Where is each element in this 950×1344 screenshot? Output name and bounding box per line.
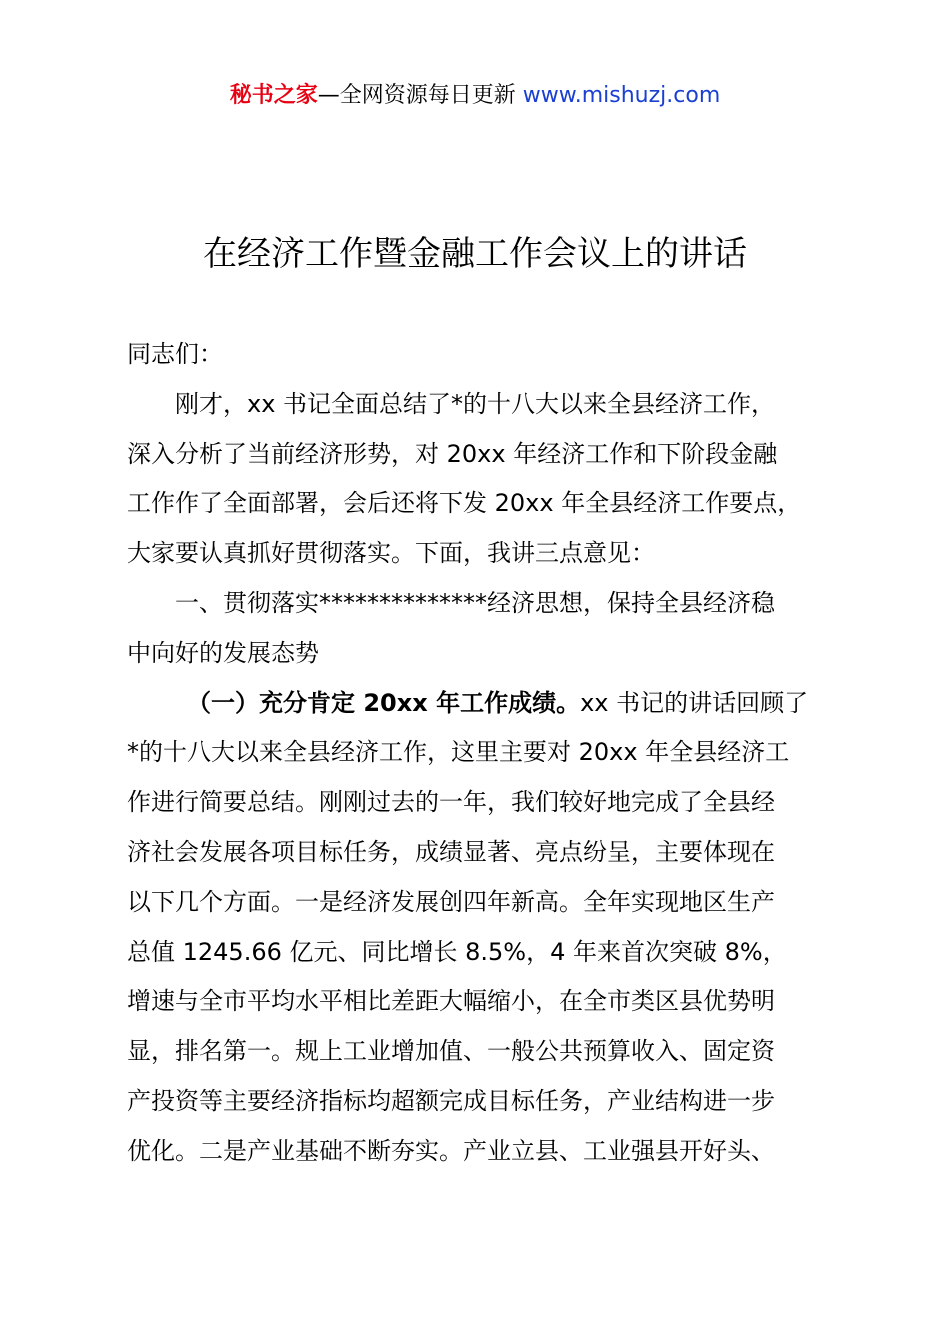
banner-url-link[interactable]: www.mishuzj.com [522,83,721,108]
paragraph-line [127,679,867,729]
paragraph-line: *的十八大以来全县经济工作，这里主要对 20xx 年全县经济工 [127,738,790,767]
document-title: 在经济工作暨金融工作会议上的讲话 [203,234,747,274]
paragraph-line: 大家要认真抓好贯彻落实。下面，我讲三点意见： [127,539,655,568]
paragraph-line: 显，排名第一。规上工业增加值、一般公共预算收入、固定资 [127,1037,775,1066]
paragraph-line: 增速与全市平均水平相比差距大幅缩小，在全市类区县优势明 [127,987,775,1016]
site-banner [0,80,950,112]
paragraph-line: 刚才，xx 书记全面总结了*的十八大以来全县经济工作， [175,389,776,418]
paragraph-text: xx 书记的讲话回顾了 [580,688,809,717]
salutation: 同志们： [127,340,223,368]
document-body [127,330,867,1177]
paragraph-line: 优化。二是产业基础不断夯实。产业立县、工业强县开好头、 [127,1136,775,1165]
paragraph-line: 深入分析了当前经济形势，对 20xx 年经济工作和下阶段金融 [127,439,778,468]
paragraph-line: 产投资等主要经济指标均超额完成目标任务，产业结构进一步 [127,1086,775,1115]
paragraph-line: 以下几个方面。一是经济发展创四年新高。全年实现地区生产 [127,887,775,916]
section-heading: 一、贯彻落实**************经济思想，保持全县经济稳 [175,588,775,617]
subheading-bold: （一）充分肯定 20xx 年工作成绩。 [187,688,581,717]
paragraph-line: 作进行简要总结。刚刚过去的一年，我们较好地完成了全县经 [127,788,775,817]
banner-brand: 秘书之家 [229,83,318,108]
paragraph-line: 工作作了全面部署，会后还将下发 20xx 年全县经济工作要点， [127,489,802,518]
paragraph-line: 济社会发展各项目标任务，成绩显著、亮点纷呈，主要体现在 [127,837,775,866]
section-heading: 中向好的发展态势 [127,638,319,667]
banner-slogan: —全网资源每日更新 [317,83,523,108]
paragraph-line: 总值 1245.66 亿元、同比增长 8.5%，4 年来首次突破 8%， [127,937,787,966]
